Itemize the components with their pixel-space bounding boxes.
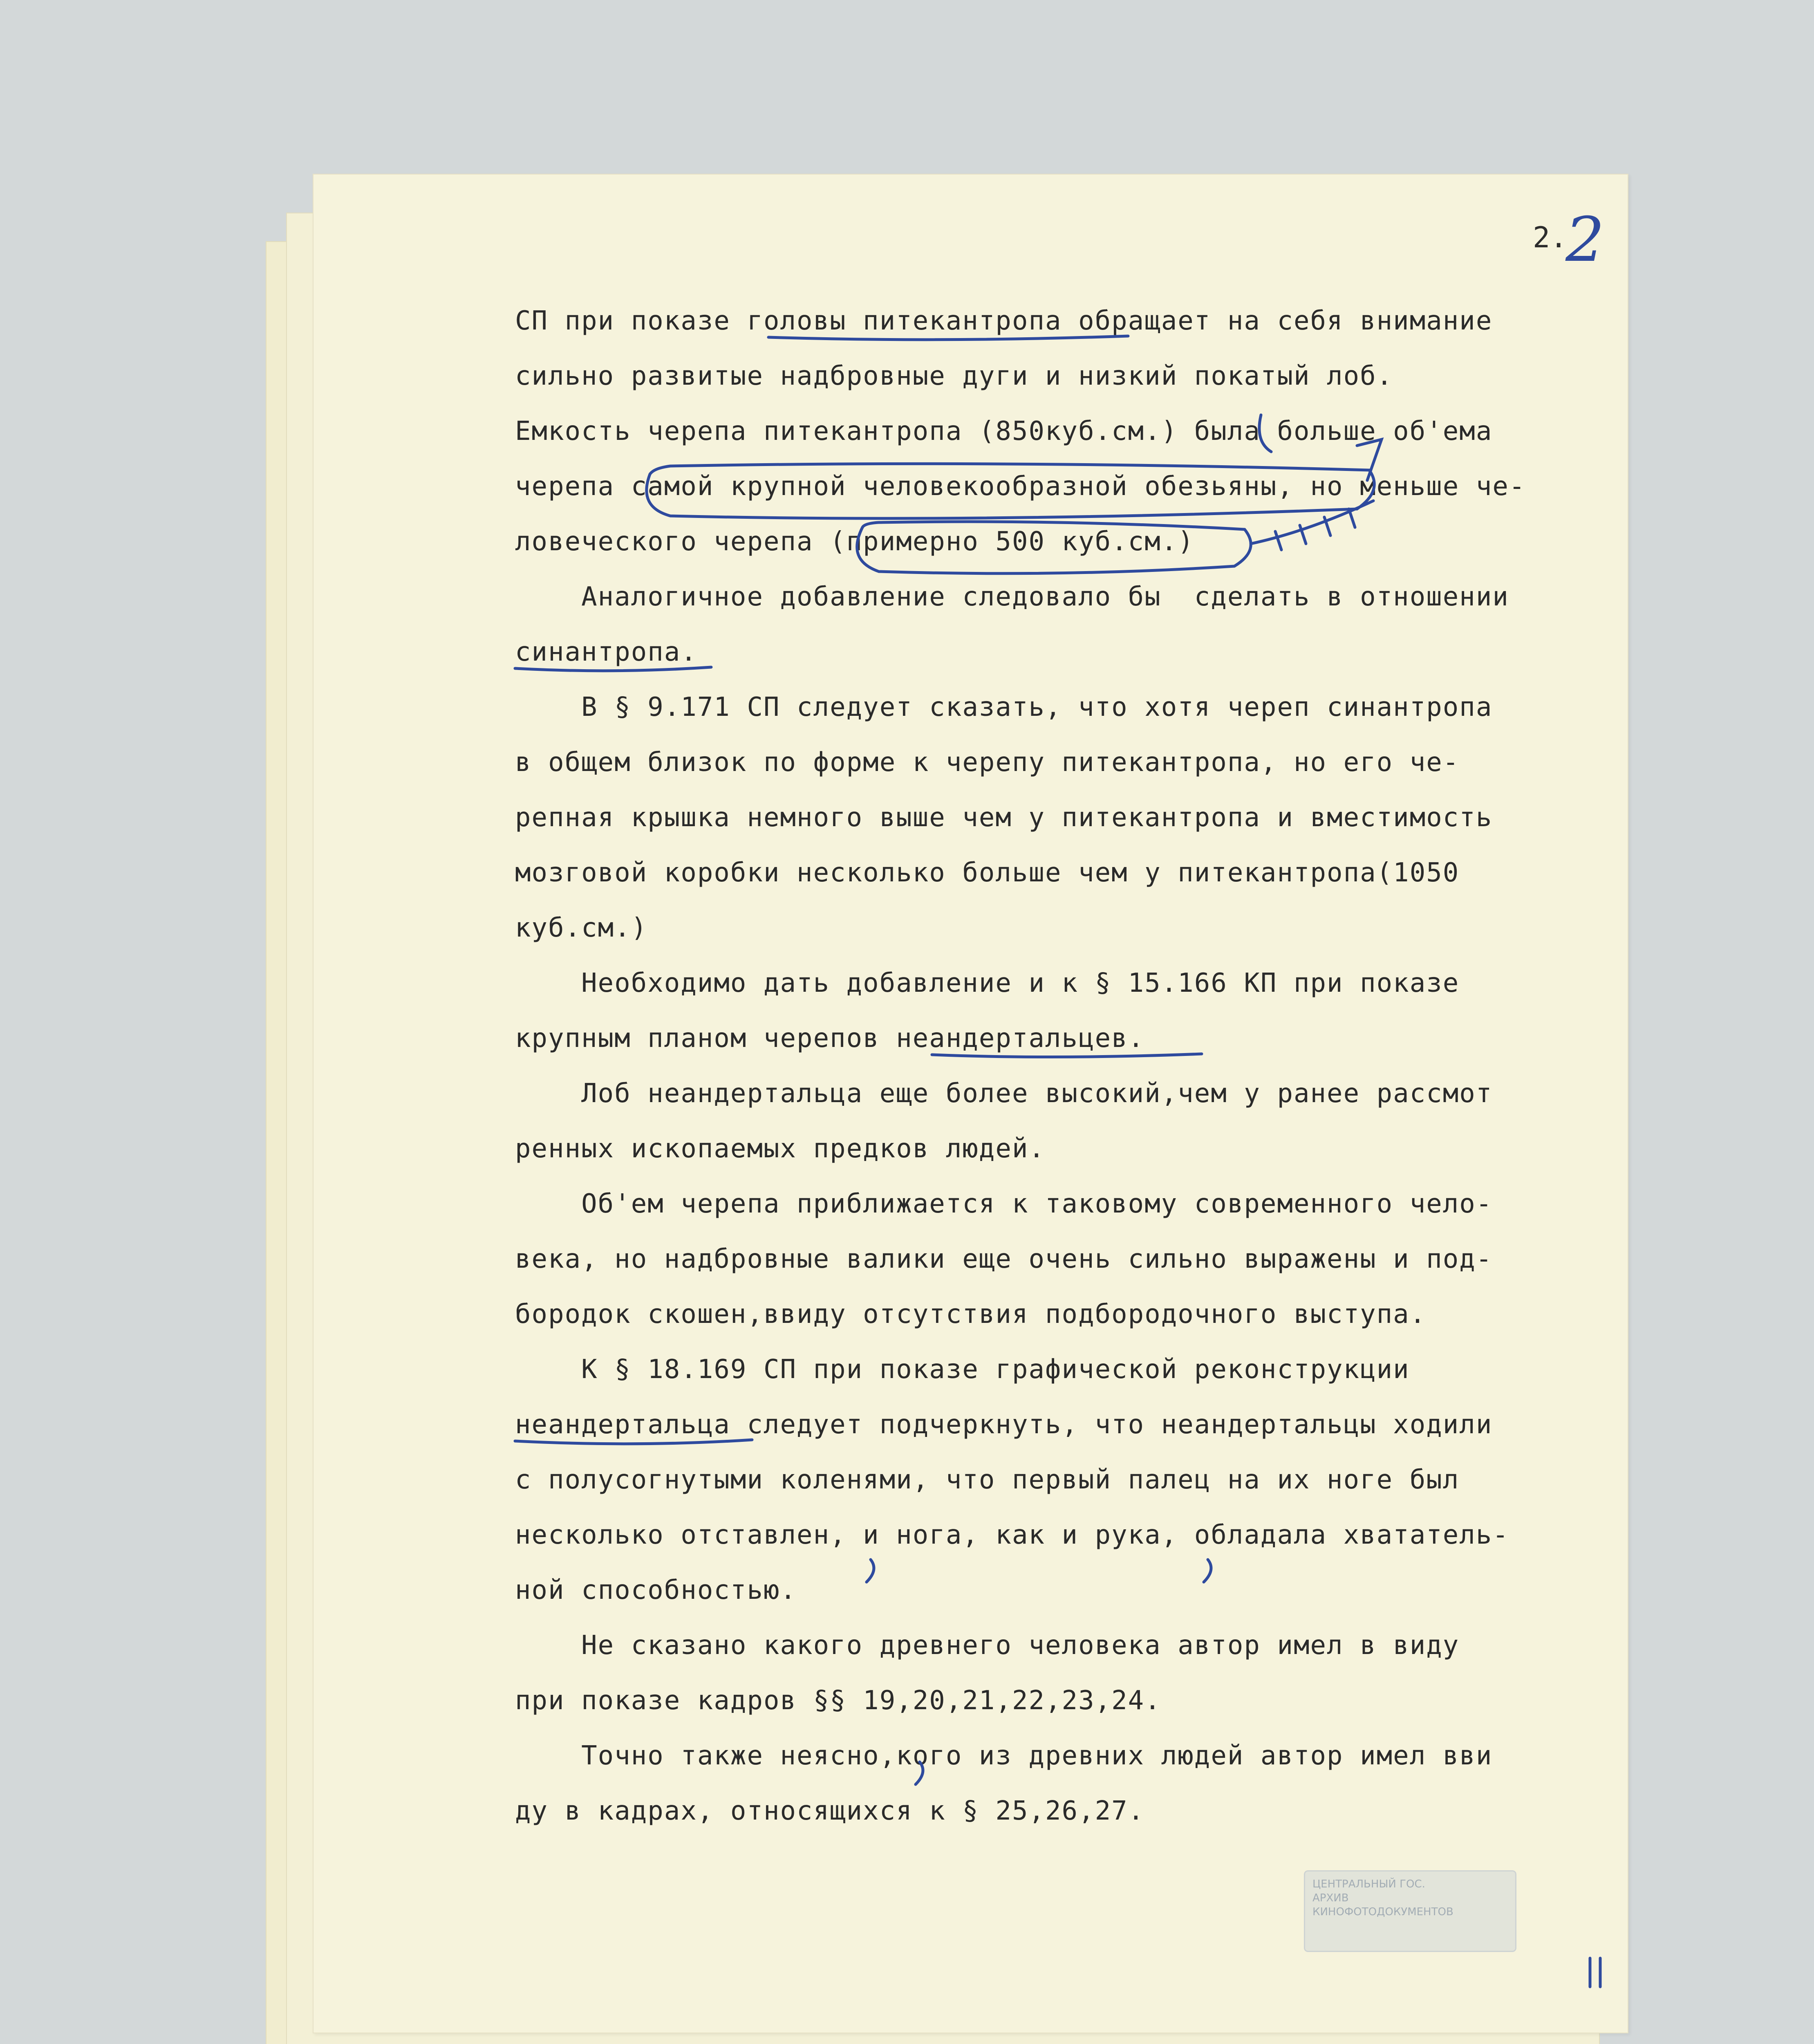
stamp-line: ЦЕНТРАЛЬНЫЙ ГОС. [1312,1878,1425,1890]
text-line: репная крышка немного выше чем у питекантропа и вместимость [515,802,1493,833]
archive-stamp [1304,1870,1516,1952]
handwritten-page-number: 2 [1565,204,1605,276]
text-line: Об'ем черепа приближается к таковому современного чело- [515,1189,1493,1219]
text-line: крупным планом черепов неандертальцев. [515,1023,1145,1053]
text-line: в общем близок по форме к черепу питекантропа, но его че- [515,747,1460,778]
text-line: Не сказано какого древнего человека автор имел в виду [515,1630,1460,1661]
text-line: черепа самой крупной человекообразной обезьяны, но меньше че- [515,471,1526,502]
text-line: ду в кадрах, относящихся к § 25,26,27. [515,1796,1145,1826]
text-line: при показе кадров §§ 19,20,21,22,23,24. [515,1685,1161,1716]
text-line: В § 9.171 СП следует сказать, что хотя череп синантропа [515,692,1493,722]
text-line: ной способностью. [515,1575,797,1605]
text-line: Необходимо дать добавление и к § 15.166 КП при показе [515,968,1460,998]
text-line: ловеческого черепа (примерно 500 куб.см.) [515,527,1194,557]
text-line: Емкость черепа питекантропа (850куб.см.) была больше об'ема [515,416,1493,446]
text-line: века, но надбровные валики еще очень сильно выражены и под- [515,1244,1493,1274]
text-line: куб.см.) [515,913,648,943]
text-line: ренных ископаемых предков людей. [515,1134,1045,1164]
stamp-line: АРХИВ [1312,1892,1349,1904]
text-line: К § 18.169 СП при показе графической реконструкции [515,1354,1410,1385]
text-line: неандертальца следует подчеркнуть, что неандертальцы ходили [515,1410,1493,1440]
text-line: с полусогнутыми коленями, что первый палец на их ноге был [515,1465,1460,1495]
text-line: Лоб неандертальца еще более высокий,чем у ранее рассмот [515,1078,1493,1109]
page-number: 2. [1533,221,1568,254]
text-line: Аналогичное добавление следовало бы сделать в отношении [515,582,1509,612]
text-line: сильно развитые надбровные дуги и низкий покатый лоб. [515,361,1393,391]
stamp-line: КИНОФОТОДОКУМЕНТОВ [1312,1906,1453,1918]
text-line: Точно также неясно,кого из древних людей автор имел вви [515,1741,1493,1771]
text-line: СП при показе головы питекантропа обращает на себя внимание [515,306,1493,336]
text-line: синантропа. [515,637,697,667]
text-line: мозговой коробки несколько больше чем у питекантропа(1050 [515,858,1460,888]
text-line: бородок скошен,ввиду отсутствия подбородочного выступа. [515,1299,1427,1329]
text-line: несколько отставлен, и нога, как и рука, обладала хвататель- [515,1520,1509,1550]
